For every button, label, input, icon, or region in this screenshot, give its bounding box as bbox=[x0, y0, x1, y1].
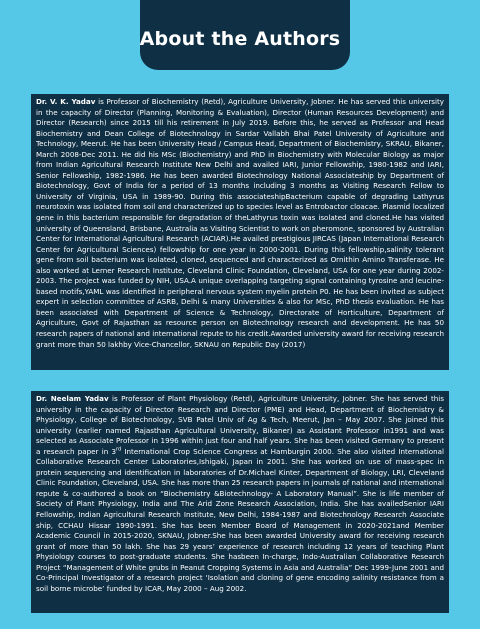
ordinal-suffix: rd bbox=[116, 446, 122, 453]
author-bio-panel bbox=[31, 94, 449, 370]
author-bio-text: is Professor of Biochemistry (Retd), Agriculture University, Jobner. He has served this university in the capacity of Director (Planning, Monitoring & Evaluation), Director (Human Resources Development) and Director (Research) since 2015 till his retirement in July 2019. Before this, he served as Professor and Head Biochemistry and Dean College of Biotechnology in Sardar Vallabh Bhai Patel University of Agriculture and Technology, Meerut. He has been University Head / Campus Head, Department of Biochemistry, SKRAU, Bikaner, March 2008-Dec 2011. He did his MSc (Biochemistry) and PhD in Biochemistry with Molecular Biology as major from Indian Agricultural Research Institute New Delhi and availed IARI, Junior Fellowship, 1980-1982 and IARI, Senior Fellowship, 1982-1986. He has been awarded Biotechnology National Associateship by Department of Biotechnology, Govt of India for a period of 13 months including 3 months as Visiting Research Fellow to University of Virginia, USA in 1989-90. During this associateshipBacterium capable of degrading Lathyrus neurotoxin was isolated from soil and characterized up to species level as Entrobactor cloacae. Plasmid localized gene in this bacterium responsible for degradation of theLathyrus toxin was isolated and cloned.He has visited university of Queensland, Brisbane, Australia as Visiting Scientist to work on pheromone, sponsored by Australian Center for International Agricultural Research (ACIAR).He availed prestigious JIRCAS (Japan International Research Center for Agricultural Sciences) fellowship for one year in 2000-2001. During this fellowship,salinity tolerant gene from soil bacterium was isolated, cloned, sequenced and characterized as Ornithin Amino Transferase. He also worked at Lerner Research Institute, Cleveland Clinic Foundation, Cleveland, USA for one year during 2002-2003. The project was funded by NIH, USA.A unique overlapping targeting signal containing tyrosine and leucine-based motifs,YAML was identified in peripheral nervous system myelin protein P0. He has been invited as subject expert in selection committee of ASRB, Delhi & many Universities & also for MSc, PhD thesis evaluation. He has been associated with Department of Science & Technology, Directorate of Horticulture, Department of Agriculture, Govt of Rajasthan as resource person on Biotechnology research and development. He has 50 research papers of national and international repute to his credit.Awarded university award for receiving research grant more than 50 lakhby Vice-Chancellor, SKNAU on Republic Day (2017) bbox=[36, 97, 444, 349]
author-bio-text: is Professor of Plant Physiology (Retd), Agriculture University, Jobner. She has served this university in the capacity of Director Research and Director (PME) and Head, Department of Biochemistry & Physiology, College of Biotechnology, SVB Patel Univ of Ag & Tech, Meerut, Jan – May 2007. She joined this university (earlier named Rajasthan Agricultural University, Bikaner) as Assistant Professor in1991 and was selected as Associate Professor in 1996 within just four and half years. She has been visited Germany to present a research paper in 3 bbox=[36, 394, 444, 456]
author-name: Dr. Neelam Yadav bbox=[36, 394, 109, 403]
author-bio-panel bbox=[31, 391, 449, 613]
page-title: About the Authors bbox=[139, 28, 341, 50]
author-name: Dr. V. K. Yadav bbox=[36, 97, 96, 106]
author-bio-text-continued: International Crop Science Congress at Hamburgin 2000. She also visited International Collaborative Research Center Laboratories,Ishigaki, Japan in 2001. She has worked on use of mass-spec in protein sequencing and identification in laboratories of Dr.Michael Kinter, Department of Biology, LRI, Cleveland Clinic Foundation, Cleveland, USA. She has more than 25 research papers in journals of national and international repute & co-authored a book on “Biochemistry &Biotechnology- A Laboratory Manual”. She is life member of Society of Plant Physiology, India and The Arid Zone Research Association, India. She has availedSenior IARI Fellowship, Indian Agricultural Research Institute, New Delhi, 1984-1987 and Biotechnology Research Associate ship, CCHAU Hissar 1990-1991. She has been Member Board of Management in 2020-2021and Member Academic Council in 2015-2020, SKNAU, Jobner.She has been awarded University award for receiving research grant of more than 50 lakh. She has 29 years’ experience of research including 12 years of teaching Plant Physiology courses to post-graduate students. She hasbeen In-charge, Indo-Australian Collaborative Research Project “Management of White grubs in Peanut Cropping Systems in Asia and Australia” Dec 1999-June 2001 and Co-Principal Investigator of a research project ‘Isolation and cloning of gene encoding salinity resistance from a soil borne microbe’ funded by ICAR, May 2000 – Aug 2002. bbox=[36, 446, 444, 593]
